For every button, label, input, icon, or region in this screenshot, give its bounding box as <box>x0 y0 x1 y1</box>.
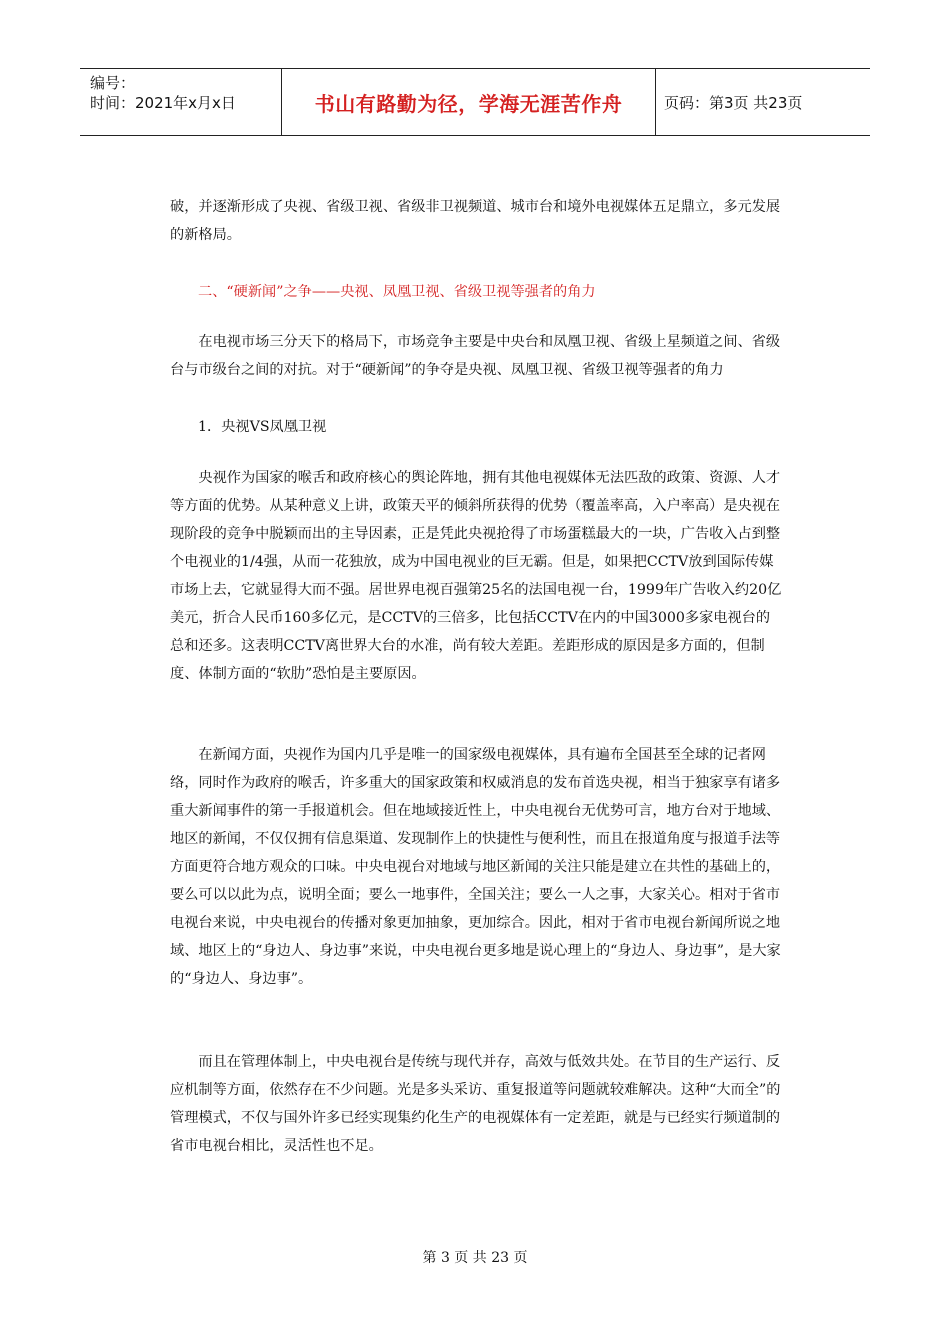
header-meta-cell <box>80 69 282 135</box>
intro-paragraph: 破，并逐渐形成了央视、省级卫视、省级非卫视频道、城市台和境外电视媒体五足鼎立，多元发展的新格局。 <box>170 199 781 243</box>
paragraph-market: 在电视市场三分天下的格局下，市场竞争主要是中央台和凤凰卫视、省级上星频道之间、省级台与市级台之间的对抗。对于“硬新闻”的争夺是央视、凤凰卫视、省级卫视等强者的角力 <box>170 334 781 378</box>
header-page-number: 页码：第3页 共23页 <box>664 93 803 112</box>
paragraph-cctv: 央视作为国家的喉舌和政府核心的舆论阵地，拥有其他电视媒体无法匹敌的政策、资源、人才等方面的优势。从某种意义上讲，政策天平的倾斜所获得的优势（覆盖率高，入户率高）是央视在现阶段的竞争中脱颖而出的主导因素，正是凭此央视抢得了市场蛋糕最大的一块，广告收入占到整个电视业的1/4强，从而一花独放，成为中国电视业的巨无霸。但是，如果把CCTV放到国际传媒市场上去，它就显得大而不强。居世界电视百强第25名的法国电视一台，1999年广告收入约20亿美元，折合人民币160多亿元，是CCTV的三倍多，比包括CCTV在内的中国3000多家电视台的总和还多。这表明CCTV离世界大台的水准，尚有较大差距。差距形成的原因是多方面的，但制度、体制方面的“软肋”恐怕是主要原因。 <box>170 470 782 682</box>
page-footer: 第 3 页 共 23 页 <box>422 1250 528 1266</box>
paragraph-news: 在新闻方面，央视作为国内几乎是唯一的国家级电视媒体，具有遍布全国甚至全球的记者网络，同时作为政府的喉舌，许多重大的国家政策和权威消息的发布首选央视，相当于独家享有诸多重大新闻事件的第一手报道机会。但在地域接近性上，中央电视台无优势可言，地方台对于地域、地区的新闻，不仅仅拥有信息渠道、发现制作上的快捷性与便利性，而且在报道角度与报道手法等方面更符合地方观众的口味。中央电视台对地域与地区新闻的关注只能是建立在共性的基础上的，要么可以以此为点，说明全面；要么一地事件，全国关注；要么一人之事，大家关心。相对于省市电视台来说，中央电视台的传播对象更加抽象，更加综合。因此，相对于省市电视台新闻所说之地域、地区上的“身边人、身边事”来说，中央电视台更多地是说心理上的“身边人、身边事”，是大家的“身边人、身边事”。 <box>170 747 781 987</box>
paragraph-management: 而且在管理体制上，中央电视台是传统与现代并存，高效与低效共处。在节目的生产运行、反应机制等方面，依然存在不少问题。光是多头采访、重复报道等问题就较难解决。这种“大而全”的管理模式，不仅与国外许多已经实现集约化生产的电视媒体有一定差距，就是与已经实行频道制的省市电视台相比，灵活性也不足。 <box>170 1054 781 1154</box>
section-heading: 二、“硬新闻”之争——央视、凤凰卫视、省级卫视等强者的角力 <box>198 284 596 300</box>
subheading-cctv-vs-phoenix: 1．央视VS凤凰卫视 <box>198 419 327 435</box>
header-motto: 书山有路勤为径，学海无涯苦作舟 <box>282 69 656 135</box>
document-number-label: 编号： <box>90 74 136 92</box>
document-time-label: 时间：2021年x月x日 <box>90 94 236 112</box>
page-header <box>80 68 870 136</box>
